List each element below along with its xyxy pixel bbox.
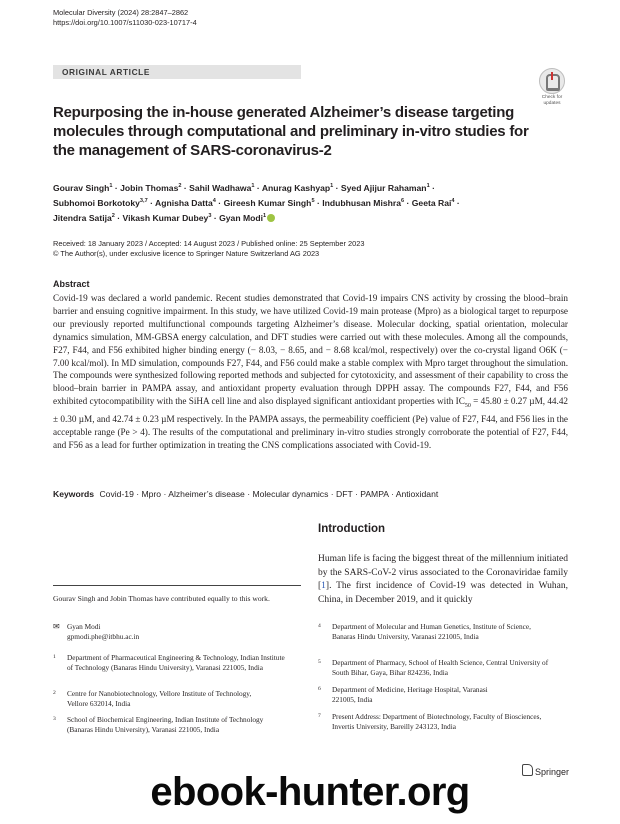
watermark: ebook-hunter.org — [150, 770, 470, 814]
article-title: Repurposing the in-house generated Alzheimer’s disease targeting molecules through computational and preliminary in-vitro studies for the management of SARS-coronavirus-2 — [53, 104, 529, 160]
corresponding-name: Gyan Modi — [67, 622, 101, 631]
envelope-icon: ✉ — [53, 622, 60, 631]
citation-link[interactable]: 1 — [321, 581, 326, 592]
author[interactable]: Subhomoi Borkotoky$^{3,7}$ — [53, 198, 148, 209]
publication-dates — [53, 239, 364, 260]
keywords — [53, 489, 438, 499]
publisher-name: Springer — [535, 767, 570, 777]
author[interactable]: Agnisha Datta$^4$ — [155, 198, 216, 209]
author[interactable]: Gireesh Kumar Singh$^5$ — [223, 198, 315, 209]
check-for-updates-label: Check for updates — [541, 95, 563, 106]
author[interactable]: Gyan Modi$^1$ — [219, 213, 267, 224]
author[interactable]: Gourav Singh$^1$ — [53, 182, 113, 193]
author[interactable]: Jobin Thomas$^2$ — [120, 182, 182, 193]
keywords-heading: Keywords — [53, 489, 95, 499]
abstract-text: Covid-19 was declared a world pandemic. Recent studies demonstrated that Covid-19 impairs CNS activity by crossing the blood–brain barrier and ensuing cognitive impairment. In this study, we have utilized Covid-19 main protease (Mpro) as a biological target to repurpose our previously reported multifunctional compounds targeting Alzheimer’s disease. Molecular docking, spatial orientation, molecular dynamics simulation, MM-GBSA energy calculation, and DFT studies were carried out with these molecules. Among all the compounds, F27, F44, and F56 exhibited higher binding energy (− 8.03, − 8.65, and − 8.68 kcal/mol, respectively) over the co-crystal ligand O6K (− 7.00 kcal/mol). In MD simulation, compounds F27, F44, and F56 could make a stable complex with Mpro target throughout the simulation. The compounds were synthesized following reported methods and subjected for cytotoxicity, and assessment of their capability to cross the blood–brain barrier in PAMPA assay, and antioxidant property evaluation through DPPH assay. The compounds F27, F44, and F56 exhibited cytocompatibility with the SiHA cell line and also displayed significant antioxidant properties with $IC_{50} = 45.80 \pm 0.27$ µM, 44.42 ± 0.30 µM, and 42.74 ± 0.23 µM respectively. In the PAMPA assays, the permeability coefficient (Pe) value of F27, F44, and F56 lies in the acceptable range (Pe > 4). The results of the computational and preliminary in-vitro studies strongly corroborate the potential of F27, F44, and F56 as a lead for further optimization in treating the CNS complications associated with Covid-19. — [53, 293, 569, 450]
author[interactable]: Sahil Wadhawa$^1$ — [189, 182, 255, 193]
author[interactable]: Jitendra Satija$^2$ — [53, 213, 115, 224]
introduction-text: Human life is facing the biggest threat of the millennium initiated by the SARS-CoV-2 virus associated to the Coronaviridae family [1]. The first incidence of Covid-19 was detected in Wuhan, China, in December 2019, and it quickly — [318, 554, 568, 605]
article-type-label: ORIGINAL ARTICLE — [53, 65, 301, 79]
abstract-heading: Abstract — [53, 279, 90, 289]
author-list: Gourav Singh$^1$ · Jobin Thomas$^2$ · Sahil Wadhawa$^1$ · Anurag Kashyap$^1$ · Syed Ajijur Rahaman$^1$ · Subhomoi Borkotoky$^{3,7}$ · Agnisha Datta$^4$ · Gireesh Kumar Singh$^5$ · Indubhusan Mishra$^6$ · Geeta Rai$^4$ · Jitendra Satija$^2$ · Vikash Kumar Dubey$^3$ · Gyan Modi$^1$ — [53, 182, 460, 224]
check-for-updates-button[interactable] — [537, 68, 567, 106]
copyright-line: © The Author(s), under exclusive licence to Springer Nature Switzerland AG 2023 — [53, 249, 320, 259]
introduction-heading: Introduction — [318, 523, 386, 535]
author[interactable]: Indubhusan Mishra$^6$ — [322, 198, 405, 209]
keywords-list: Covid-19 · Mpro · Alzheimer’s disease · Molecular dynamics · DFT · PAMPA · Antioxidant — [99, 489, 439, 499]
journal-header — [53, 8, 197, 28]
corresponding-email[interactable]: gpmodi.phe@itbhu.ac.in — [67, 631, 140, 641]
author[interactable]: Vikash Kumar Dubey$^3$ — [122, 213, 212, 224]
author[interactable]: Syed Ajijur Rahaman$^1$ — [340, 182, 430, 193]
footnote-divider — [53, 585, 301, 586]
contribution-note: Gourav Singh and Jobin Thomas have contributed equally to this work. — [53, 594, 270, 603]
check-for-updates-icon — [539, 68, 565, 94]
author[interactable]: Geeta Rai$^4$ — [411, 198, 455, 209]
orcid-icon[interactable] — [267, 214, 275, 222]
doi-link[interactable]: https://doi.org/10.1007/s11030-023-10717-4 — [53, 18, 197, 27]
author[interactable]: Anurag Kashyap$^1$ — [261, 182, 334, 193]
journal-citation: Molecular Diversity (2024) 28:2847–2862 — [53, 8, 189, 17]
history-dates: Received: 18 January 2023 / Accepted: 14 August 2023 / Published online: 25 September 2023 — [53, 239, 365, 248]
